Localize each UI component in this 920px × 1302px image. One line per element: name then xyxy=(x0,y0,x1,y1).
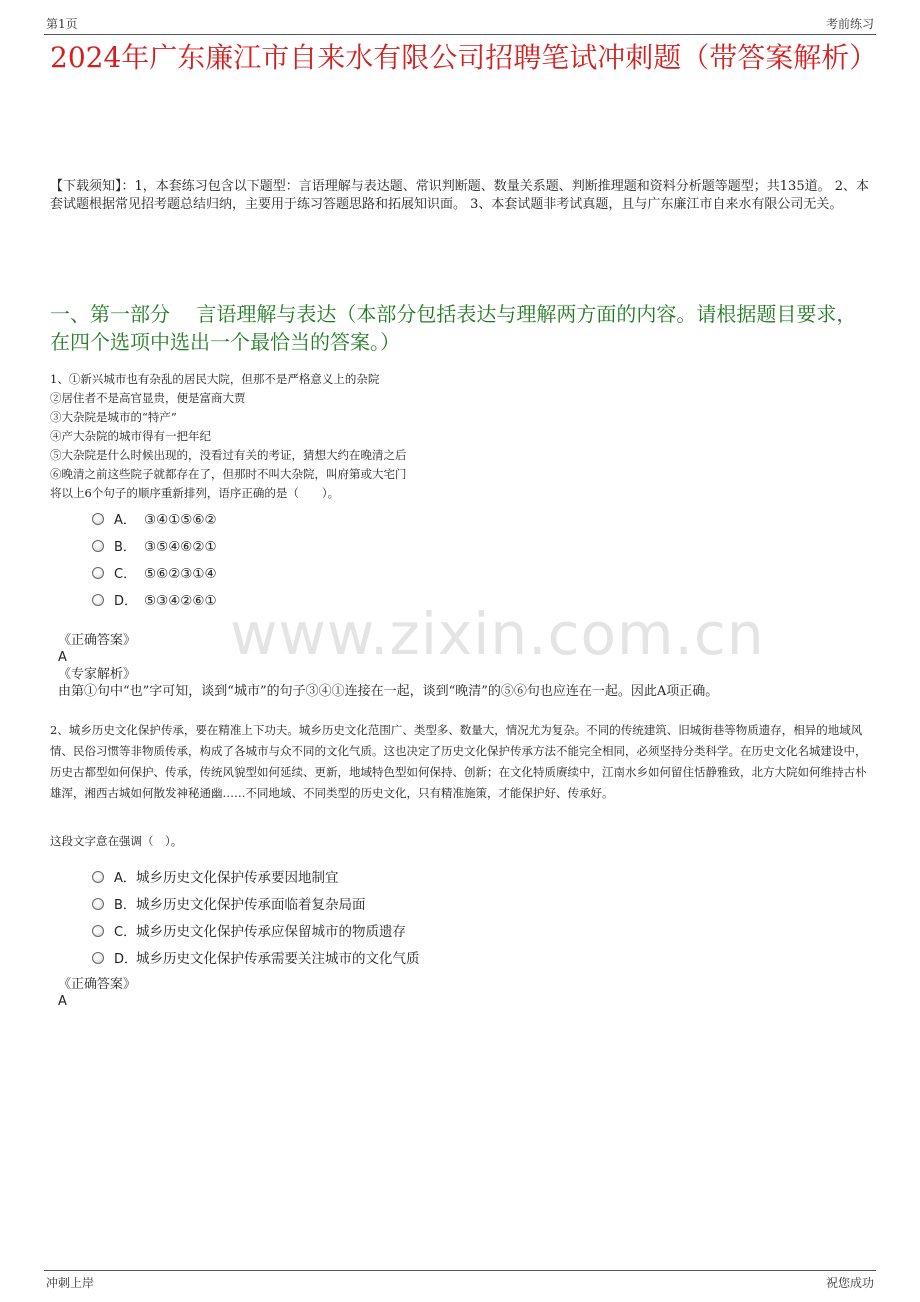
question-1-option-d[interactable]: D． ⑤③④②⑥① xyxy=(92,590,217,617)
analysis-text: 由第①句中“也”字可知，谈到“城市”的句子③④①连接在一起，谈到“晚清”的⑤⑥句也应连在一起。因此A项正确。 xyxy=(58,684,719,699)
watermark: www.zixin.com.cn xyxy=(230,600,765,668)
question-1-answer-block xyxy=(58,632,718,700)
question-1-line: ②居住者不是高官显贵，便是富商大贾 xyxy=(50,391,246,405)
radio-icon[interactable] xyxy=(92,567,104,579)
question-1-line: ⑥晚清之前这些院子就都存在了，但那时不叫大杂院，叫府第或大宅门 xyxy=(50,467,407,481)
question-2-passage: 2、城乡历史文化保护传承，要在精准上下功夫。城乡历史文化范围广、类型多、数量大，情况尤为复杂。不同的传统建筑、旧城街巷等物质遗存，相异的地域风情、民俗习惯等非物质传承，构成了各城市与众不同的文化气质。这也决定了历史文化保护传承方法不能完全相同，必须坚持分类科学。在历史文化名城建设中，历史古都型如何保护、传承，传统风貌型如何延续、更新，地域特色型如何保持、创新；在文化特质赓续中，江南水乡如何留住恬静雅致，北方大院如何维持古朴雄浑，湘西古城如何散发神秘通幽……不同地域、不同类型的历史文化，只有精准施策，才能保护好、传承好。 xyxy=(50,723,867,800)
header-tag: 考前练习 xyxy=(825,17,874,31)
document-title: 2024年广东廉江市自来水有限公司招聘笔试冲刺题（带答案解析） xyxy=(50,41,878,74)
question-2-option-b[interactable]: B．城乡历史文化保护传承面临着复杂局面 xyxy=(92,893,420,920)
radio-icon[interactable] xyxy=(92,898,104,910)
question-1-line: ⑤大杂院是什么时候出现的，没看过有关的考证，猜想大约在晚清之后 xyxy=(50,448,407,462)
question-1-line: ③大杂院是城市的“特产” xyxy=(50,410,177,424)
footer-left: 冲刺上岸 xyxy=(46,1276,95,1290)
answer-value: A xyxy=(58,994,67,1009)
question-1-option-a[interactable]: A． ③④①⑤⑥② xyxy=(92,509,217,536)
page-footer xyxy=(44,1270,876,1289)
question-2-answer-block xyxy=(58,976,136,1010)
question-1-stem: 将以上6个句子的顺序重新排列，语序正确的是（ ）。 xyxy=(50,486,340,500)
question-2-stem: 这段文字意在强调（ ）。 xyxy=(50,834,183,848)
radio-icon[interactable] xyxy=(92,540,104,552)
question-1-line: 1、①新兴城市也有杂乱的居民大院，但那不是严格意义上的杂院 xyxy=(50,372,380,386)
radio-icon[interactable] xyxy=(92,513,104,525)
question-1-option-b[interactable]: B． ③⑤④⑥②① xyxy=(92,536,217,563)
question-1-text xyxy=(50,370,870,503)
answer-label: 《正确答案》 xyxy=(58,633,137,648)
analysis-label: 《专家解析》 xyxy=(58,667,137,682)
footer-right: 祝您成功 xyxy=(825,1276,874,1290)
question-1-options xyxy=(92,509,217,617)
question-2-option-a[interactable]: A．城乡历史文化保护传承要因地制宜 xyxy=(92,866,420,893)
download-notice: 【下载须知】：1，本套练习包含以下题型：言语理解与表达题、常识判断题、数量关系题、判断推理题和资料分析题等题型；共135道。 2、本套试题根据常见招考题总结归纳，主要用于练习答题思路和拓展知识面。 3、本套试题非考试真题，且与广东廉江市自来水有限公司无关。 xyxy=(50,179,869,212)
question-1-option-c[interactable]: C． ⑤⑥②③①④ xyxy=(92,563,217,590)
question-1-line: ④产大杂院的城市得有一把年纪 xyxy=(50,429,211,443)
radio-icon[interactable] xyxy=(92,871,104,883)
radio-icon[interactable] xyxy=(92,594,104,606)
answer-value: A xyxy=(58,650,67,665)
question-2-option-d[interactable]: D．城乡历史文化保护传承需要关注城市的文化气质 xyxy=(92,947,420,974)
page-header xyxy=(44,12,876,35)
radio-icon[interactable] xyxy=(92,952,104,964)
answer-label: 《正确答案》 xyxy=(58,977,137,992)
question-2-option-c[interactable]: C．城乡历史文化保护传承应保留城市的物质遗存 xyxy=(92,920,420,947)
section-heading: 一、第一部分 言语理解与表达（本部分包括表达与理解两方面的内容。请根据题目要求，在四个选项中选出一个最恰当的答案。） xyxy=(50,302,857,354)
page-number: 第1页 xyxy=(46,17,78,31)
radio-icon[interactable] xyxy=(92,925,104,937)
question-2-options xyxy=(92,866,420,974)
